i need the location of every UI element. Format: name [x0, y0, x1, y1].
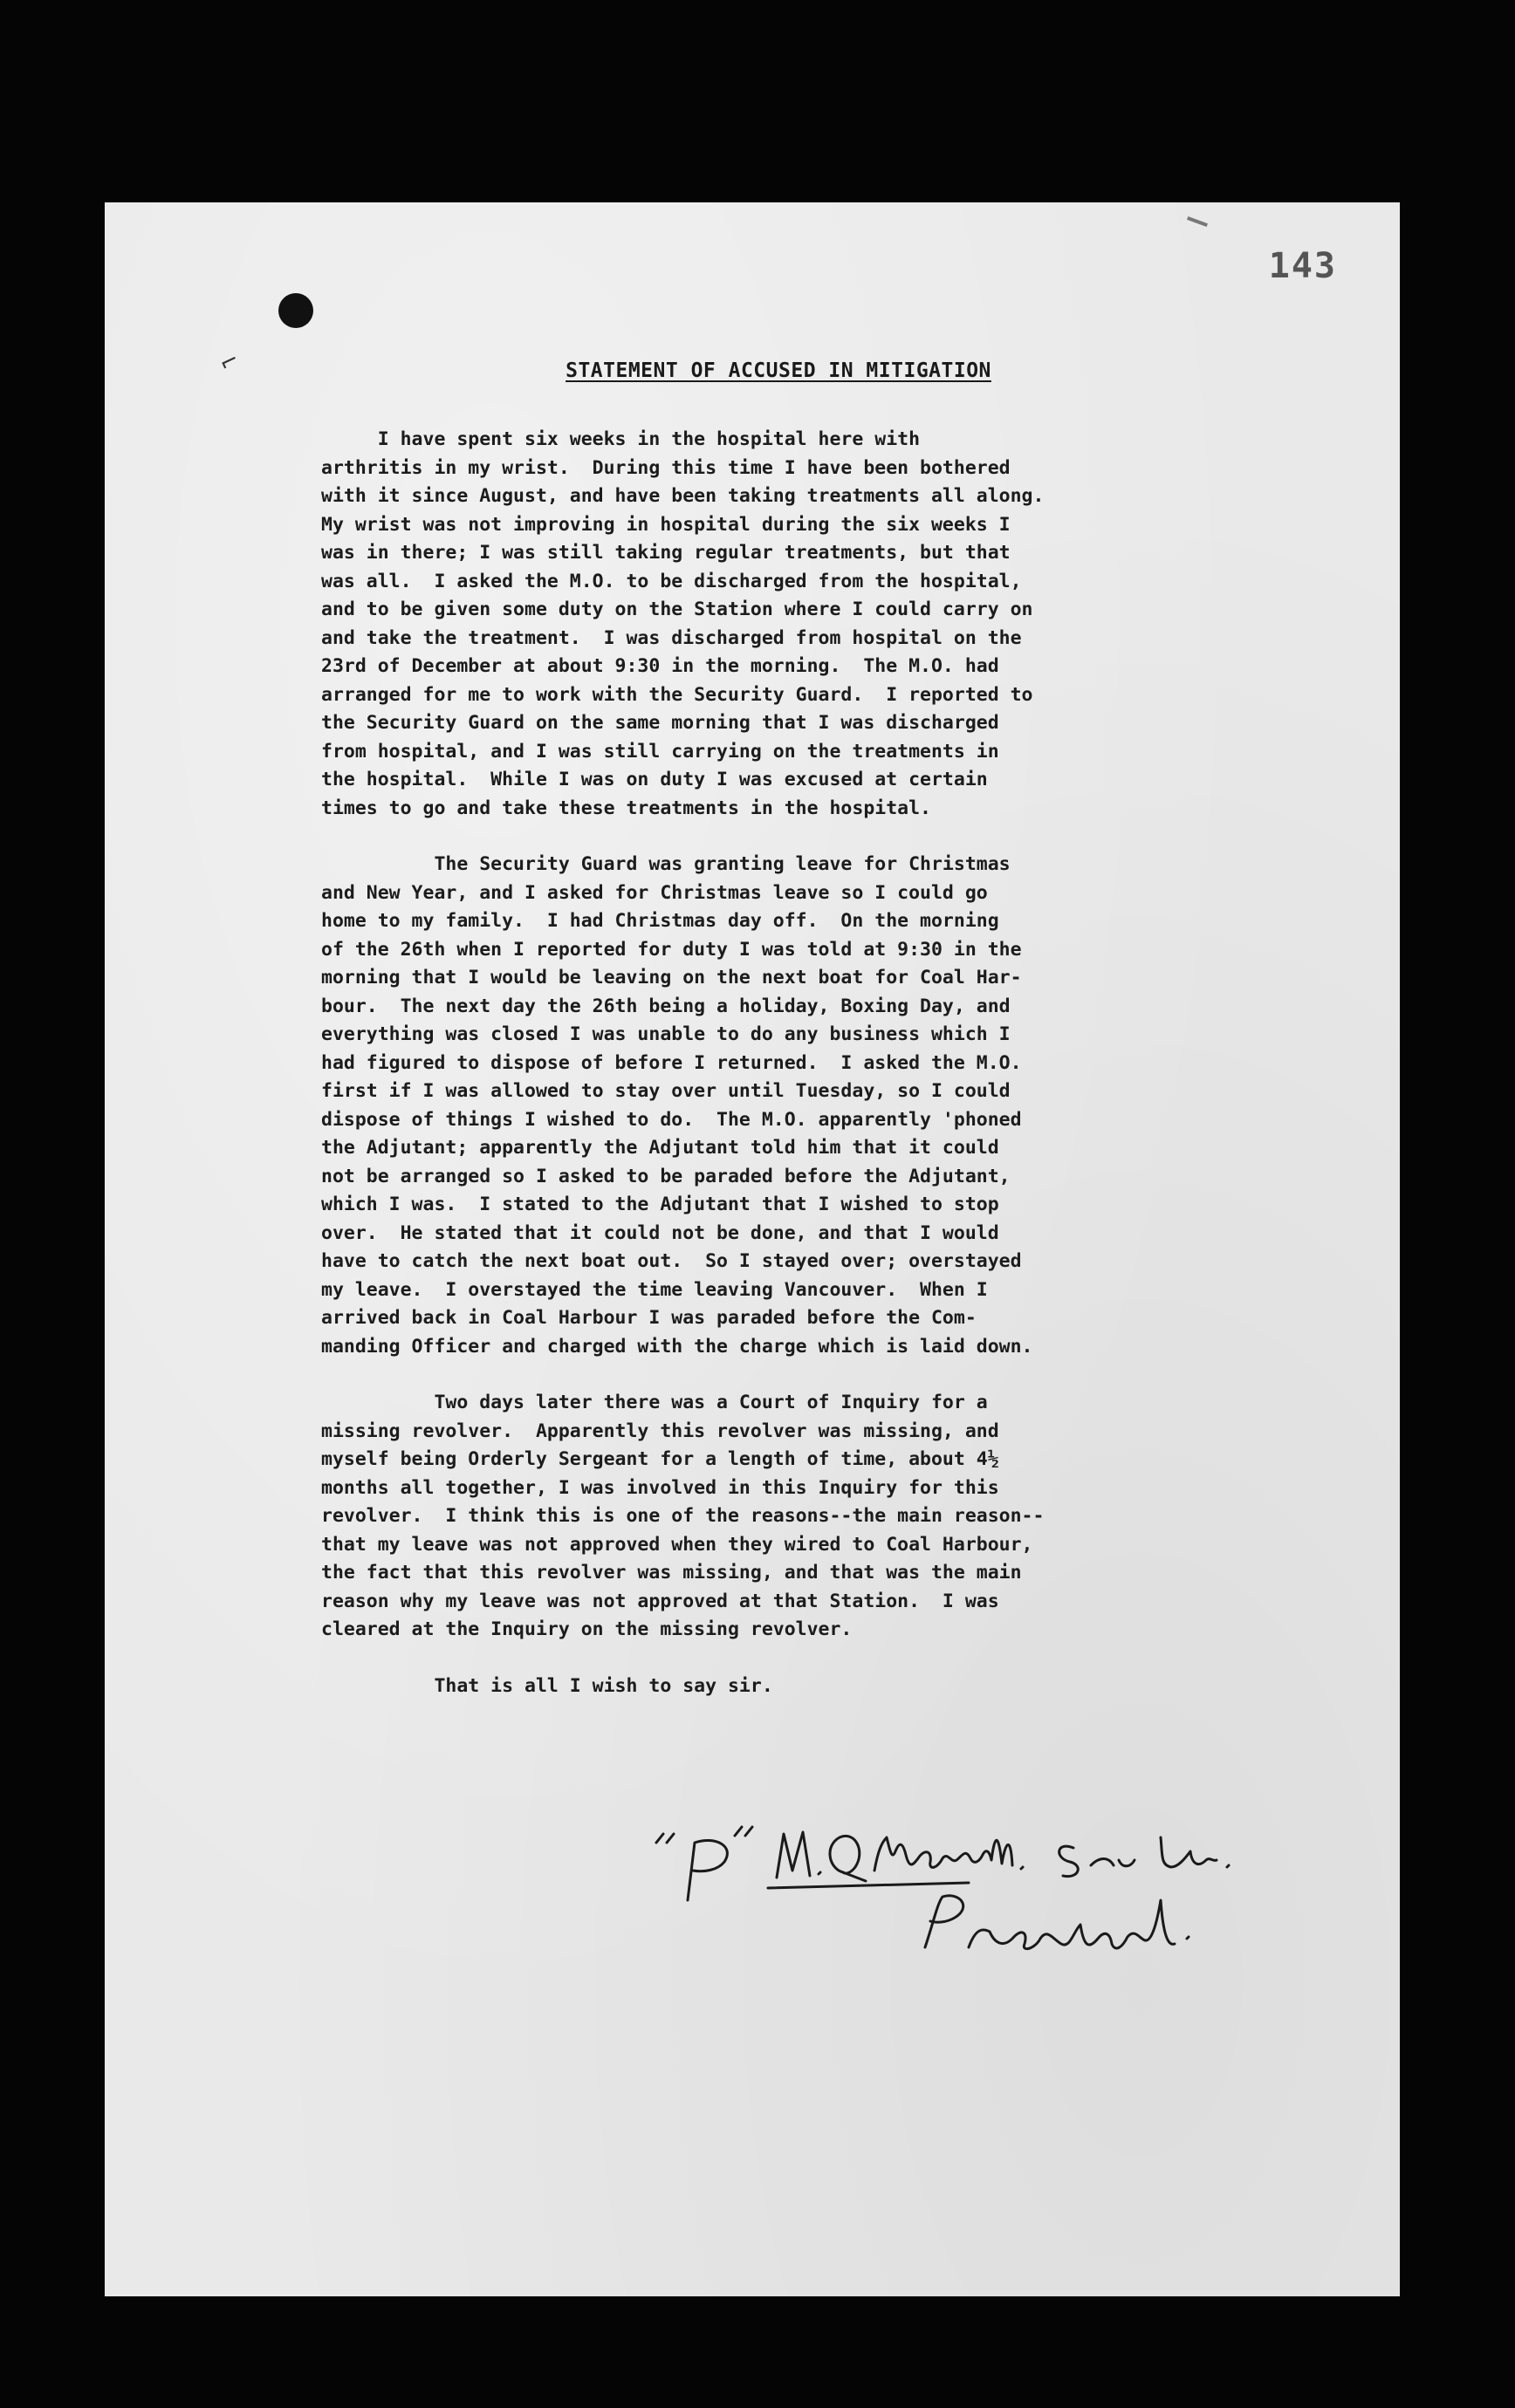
paragraph-3	[321, 1389, 1316, 1645]
text-line: my leave. I overstayed the time leaving Vancouver. When I	[321, 1278, 988, 1301]
text-line: 23rd of December at about 9:30 in the morning. The M.O. had	[321, 655, 999, 677]
text-line: was all. I asked the M.O. to be discharged from the hospital,	[321, 570, 1022, 592]
document-page	[105, 202, 1400, 2296]
text-line: times to go and take these treatments in the hospital.	[321, 797, 931, 819]
page-number: 143	[1268, 246, 1337, 286]
paragraph-1	[321, 426, 1316, 823]
text-line: That is all I wish to say sir.	[321, 1674, 773, 1697]
text-line: from hospital, and I was still carrying on the treatments in	[321, 740, 999, 763]
text-line: arranged for me to work with the Security Guard. I reported to	[321, 683, 1033, 706]
text-line: My wrist was not improving in hospital during the six weeks I	[321, 513, 1011, 536]
margin-mark: ⌐	[215, 345, 244, 379]
text-line: missing revolver. Apparently this revolver was missing, and	[321, 1419, 999, 1442]
text-line: home to my family. I had Christmas day off. On the morning	[321, 910, 999, 932]
text-line: myself being Orderly Sergeant for a length of time, about 4½	[321, 1448, 999, 1470]
text-line: reason why my leave was not approved at that Station. I was	[321, 1590, 999, 1612]
text-line: cleared at the Inquiry on the missing revolver.	[321, 1618, 853, 1640]
statement-body	[321, 426, 1316, 1728]
text-line: and to be given some duty on the Station where I could carry on	[321, 599, 1033, 620]
text-line: have to catch the next boat out. So I stayed over; overstayed	[321, 1250, 1022, 1272]
paragraph-2	[321, 851, 1316, 1361]
text-line: The Security Guard was granting leave for Christmas	[321, 853, 1011, 875]
text-line: the Security Guard on the same morning that I was discharged	[321, 712, 999, 734]
text-line: revolver. I think this is one of the reasons--the main reason--	[321, 1505, 1045, 1527]
text-line: arrived back in Coal Harbour I was paraded before the Com-	[321, 1307, 977, 1329]
text-line: first if I was allowed to stay over until Tuesday, so I could	[321, 1080, 1011, 1102]
text-line: the hospital. While I was on duty I was excused at certain	[321, 769, 988, 790]
text-line: arthritis in my wrist. During this time I have been bothered	[321, 456, 1011, 479]
text-line: was in there; I was still taking regular treatments, but that	[321, 542, 1011, 564]
text-line: which I was. I stated to the Adjutant that I wished to stop	[321, 1194, 999, 1215]
text-line: that my leave was not approved when they wired to Coal Harbour,	[321, 1533, 1033, 1556]
text-line: with it since August, and have been taking treatments all along.	[321, 485, 1045, 507]
text-line: morning that I would be leaving on the next boat for Coal Har-	[321, 967, 1022, 989]
text-line: bour. The next day the 26th being a holiday, Boxing Day, and	[321, 995, 1011, 1017]
signature-drawing	[637, 1816, 1388, 2026]
text-line: months all together, I was involved in this Inquiry for this	[321, 1476, 999, 1499]
document-title: STATEMENT OF ACCUSED IN MITIGATION	[566, 359, 991, 382]
text-line: and New Year, and I asked for Christmas leave so I could go	[321, 881, 988, 904]
text-line: Two days later there was a Court of Inquiry for a	[321, 1392, 988, 1413]
stray-mark	[1187, 216, 1208, 227]
text-line: and take the treatment. I was discharged from hospital on the	[321, 626, 1022, 649]
text-line: over. He stated that it could not be done, and that I would	[321, 1221, 999, 1244]
text-line: had figured to dispose of before I returned. I asked the M.O.	[321, 1051, 1022, 1074]
punch-hole	[278, 293, 313, 328]
text-line: of the 26th when I reported for duty I was told at 9:30 in the	[321, 938, 1022, 961]
text-line: manding Officer and charged with the charge which is laid down.	[321, 1335, 1033, 1358]
handwritten-signature	[637, 1816, 1388, 2026]
text-line: the Adjutant; apparently the Adjutant told him that it could	[321, 1137, 999, 1159]
text-line: dispose of things I wished to do. The M.O. apparently 'phoned	[321, 1108, 1022, 1131]
closing-paragraph	[321, 1673, 1316, 1701]
text-line: I have spent six weeks in the hospital here with	[321, 428, 921, 450]
text-line: everything was closed I was unable to do any business which I	[321, 1023, 1011, 1045]
text-line: the fact that this revolver was missing, and that was the main	[321, 1562, 1022, 1584]
text-line: not be arranged so I asked to be paraded before the Adjutant,	[321, 1165, 1011, 1187]
